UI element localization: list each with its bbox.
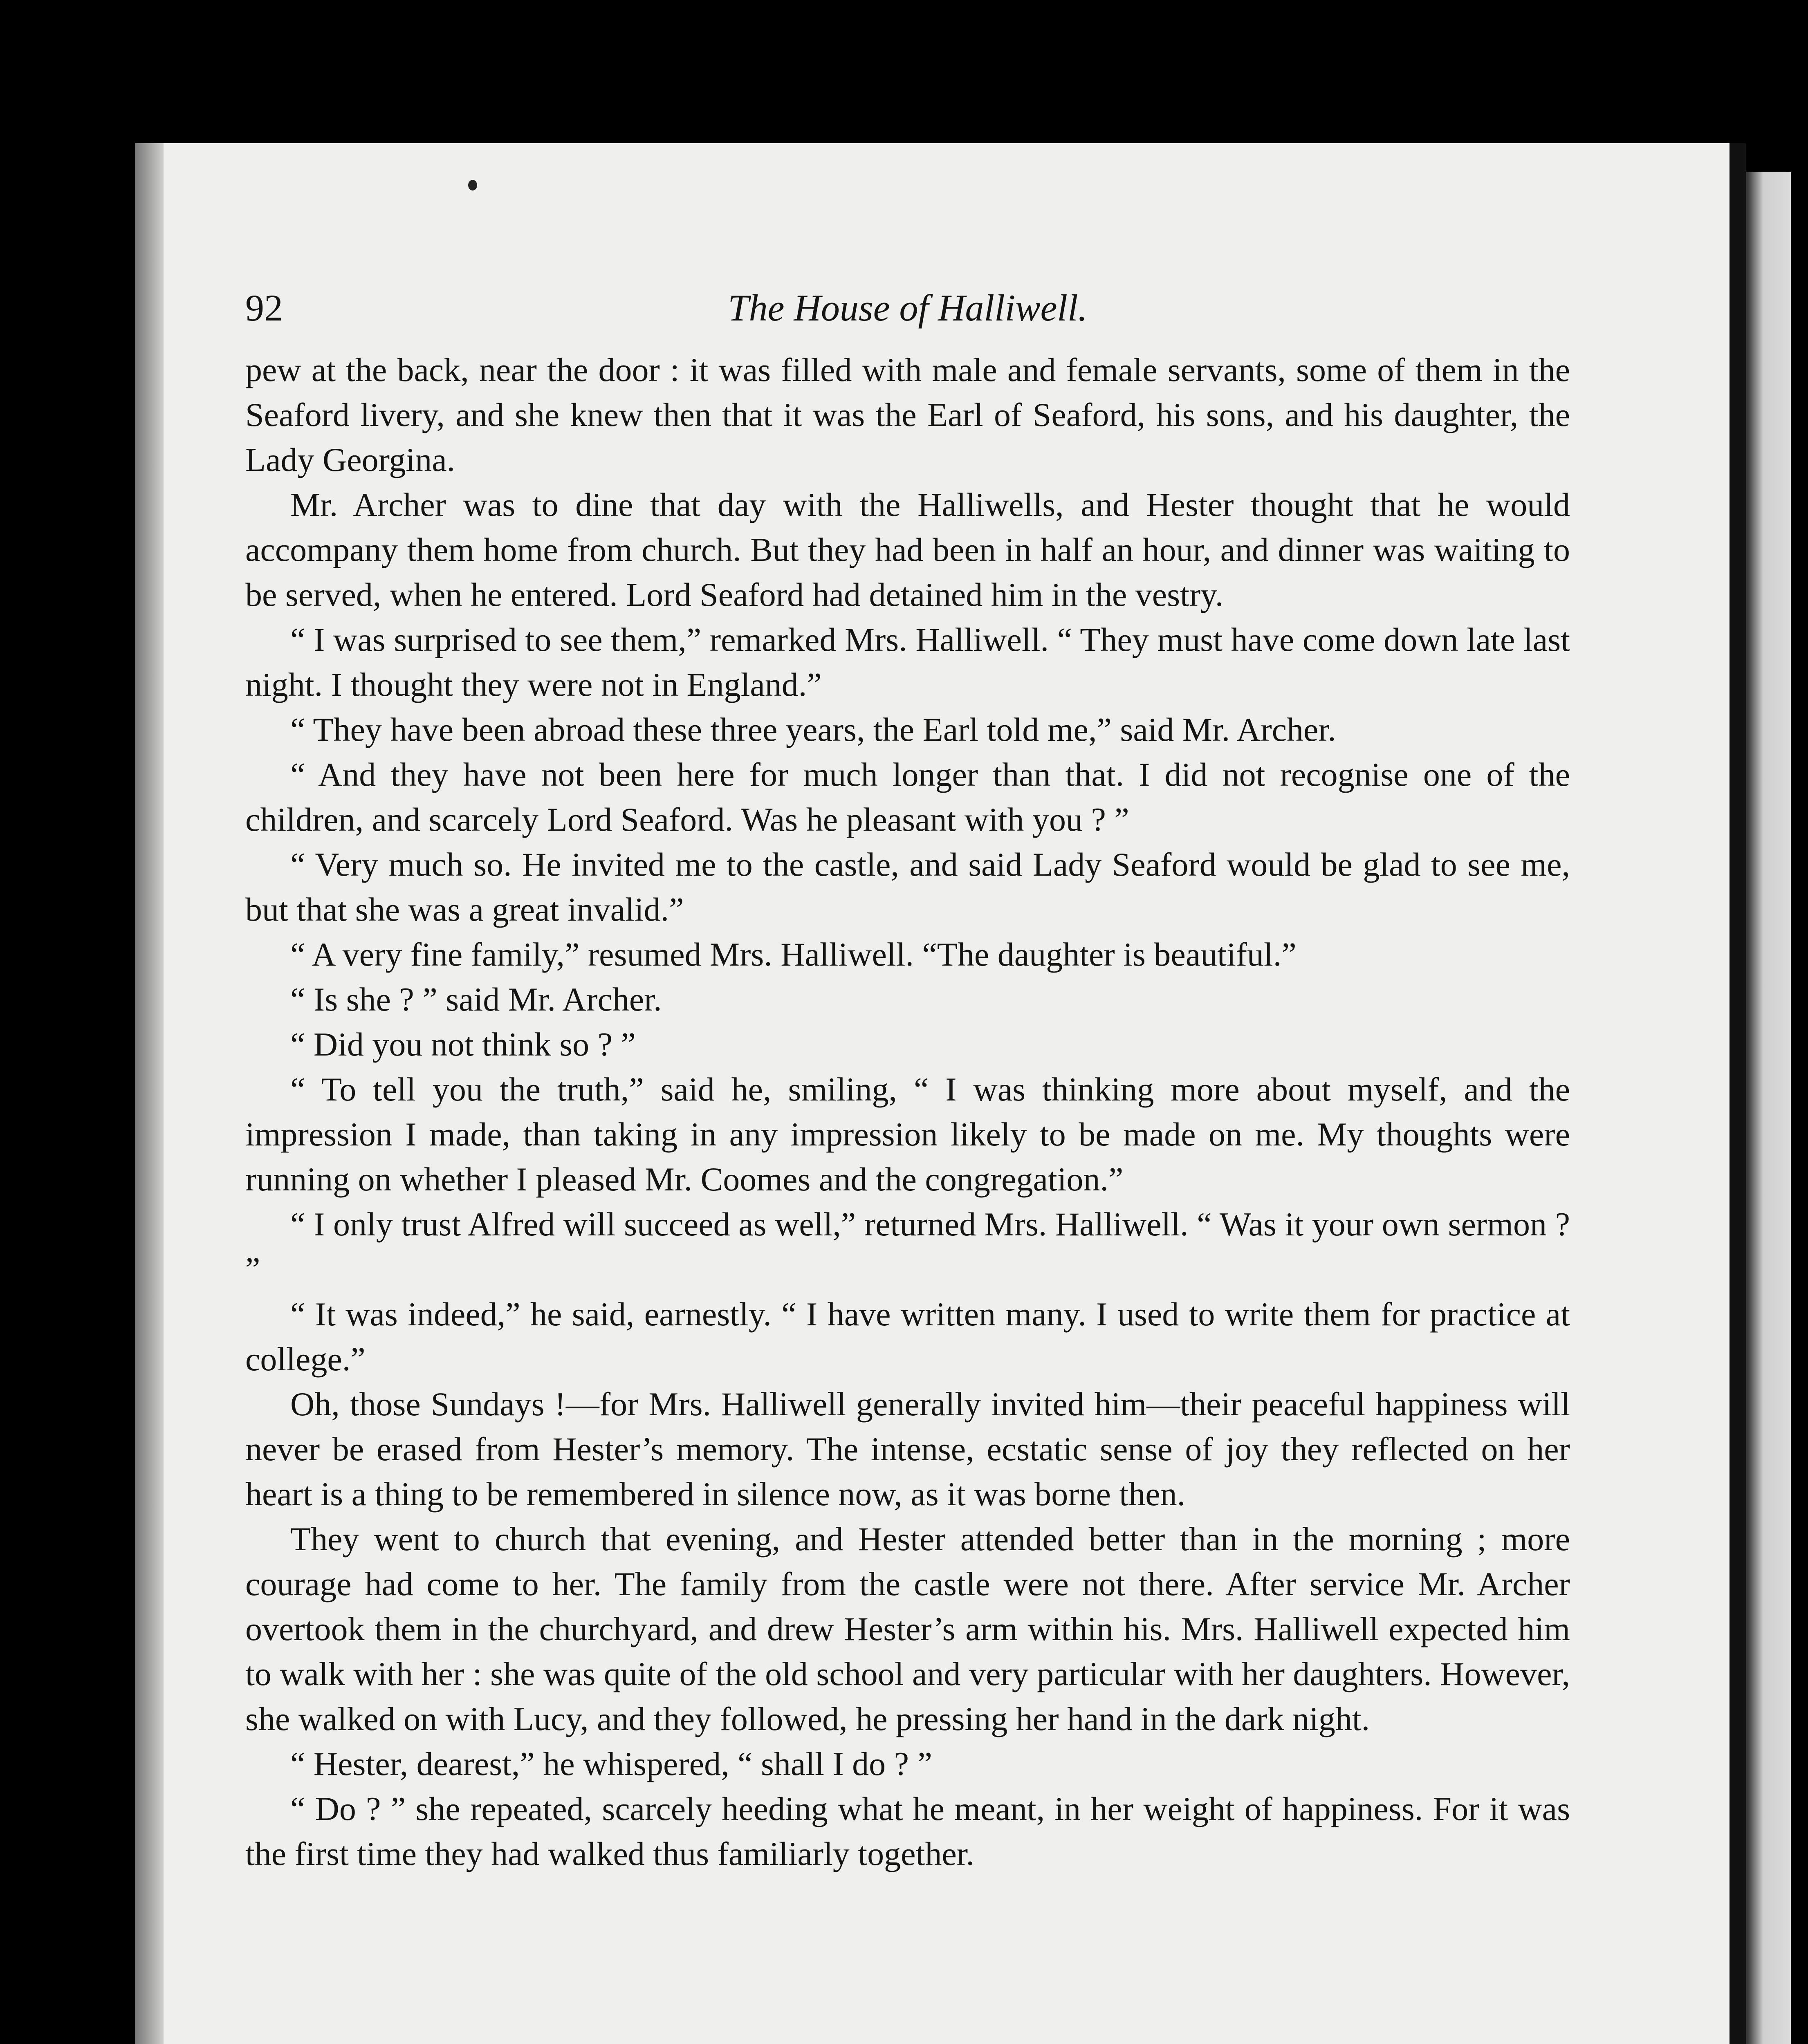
paragraph: “ They have been abroad these three years, the Earl told me,” said Mr. Archer.	[290, 711, 1336, 748]
paragraph: They went to church that evening, and Hester attended better than in the morning ; more courage had come to her. The family from the castle were not there. After service Mr. Archer overtook them in the churchyard, and drew Hester’s arm within his. Mrs. Halliwell expected him to walk with her : she was quite of the old school and very particular with her daughters. However, she walked on with Lucy, and they followed, he pressing her hand in the dark night.	[245, 1520, 1570, 1737]
page-number: 92	[245, 287, 283, 329]
paragraph: Oh, those Sundays !—for Mrs. Halliwell generally invited him—their peaceful happiness will never be erased from Hester’s memory. The intense, ecstatic sense of joy they reflected on her heart is a thing to be remembered in silence now, as it was borne then.	[245, 1385, 1570, 1513]
page-edge-shadow	[135, 143, 164, 2044]
body-text	[245, 347, 1570, 1876]
paragraph: “ Very much so. He invited me to the castle, and said Lady Seaford would be glad to see me, but that she was a great invalid.”	[245, 846, 1570, 928]
ink-speck	[468, 180, 477, 191]
page-gutter	[1729, 143, 1746, 2044]
paragraph: Mr. Archer was to dine that day with the Halliwells, and Hester thought that he would accompany them home from church. But they had been in half an hour, and dinner was waiting to be served, when he entered. Lord Seaford had detained him in the vestry.	[245, 486, 1570, 613]
paragraph: “ A very fine family,” resumed Mrs. Halliwell. “The daughter is beautiful.”	[290, 936, 1297, 973]
page-content	[245, 286, 1570, 1876]
running-head	[245, 286, 1570, 347]
paragraph: “ To tell you the truth,” said he, smiling, “ I was thinking more about myself, and the impression I made, than taking in any impression likely to be made on me. My thoughts were running on whether I pleased Mr. Coomes and the congregation.”	[245, 1071, 1570, 1198]
paragraph: “ I was surprised to see them,” remarked Mrs. Halliwell. “ They must have come down late last night. I thought they were not in England.”	[245, 621, 1570, 703]
paragraph: “ Is she ? ” said Mr. Archer.	[290, 981, 662, 1018]
paragraph: “ Do ? ” she repeated, scarcely heeding what he meant, in her weight of happiness. For it was the first time they had walked thus familiarly together.	[245, 1790, 1570, 1872]
paragraph: “ Did you not think so ? ”	[290, 1026, 636, 1063]
paragraph: pew at the back, near the door : it was filled with male and female servants, some of them in the Seaford livery, and she knew then that it was the Earl of Seaford, his sons, and his daughter, the Lady Georgina.	[245, 351, 1570, 478]
paragraph: “ I only trust Alfred will succeed as well,” returned Mrs. Halliwell. “ Was it your own sermon ? ”	[245, 1206, 1570, 1288]
running-title: The House of Halliwell.	[728, 287, 1088, 329]
paragraph: “ Hester, dearest,” he whispered, “ shall I do ? ”	[290, 1745, 932, 1782]
paragraph: “ And they have not been here for much longer than that. I did not recognise one of the children, and scarcely Lord Seaford. Was he pleasant with you ? ”	[245, 756, 1570, 838]
paragraph: “ It was indeed,” he said, earnestly. “ I have written many. I used to write them for practice at college.”	[245, 1295, 1570, 1378]
